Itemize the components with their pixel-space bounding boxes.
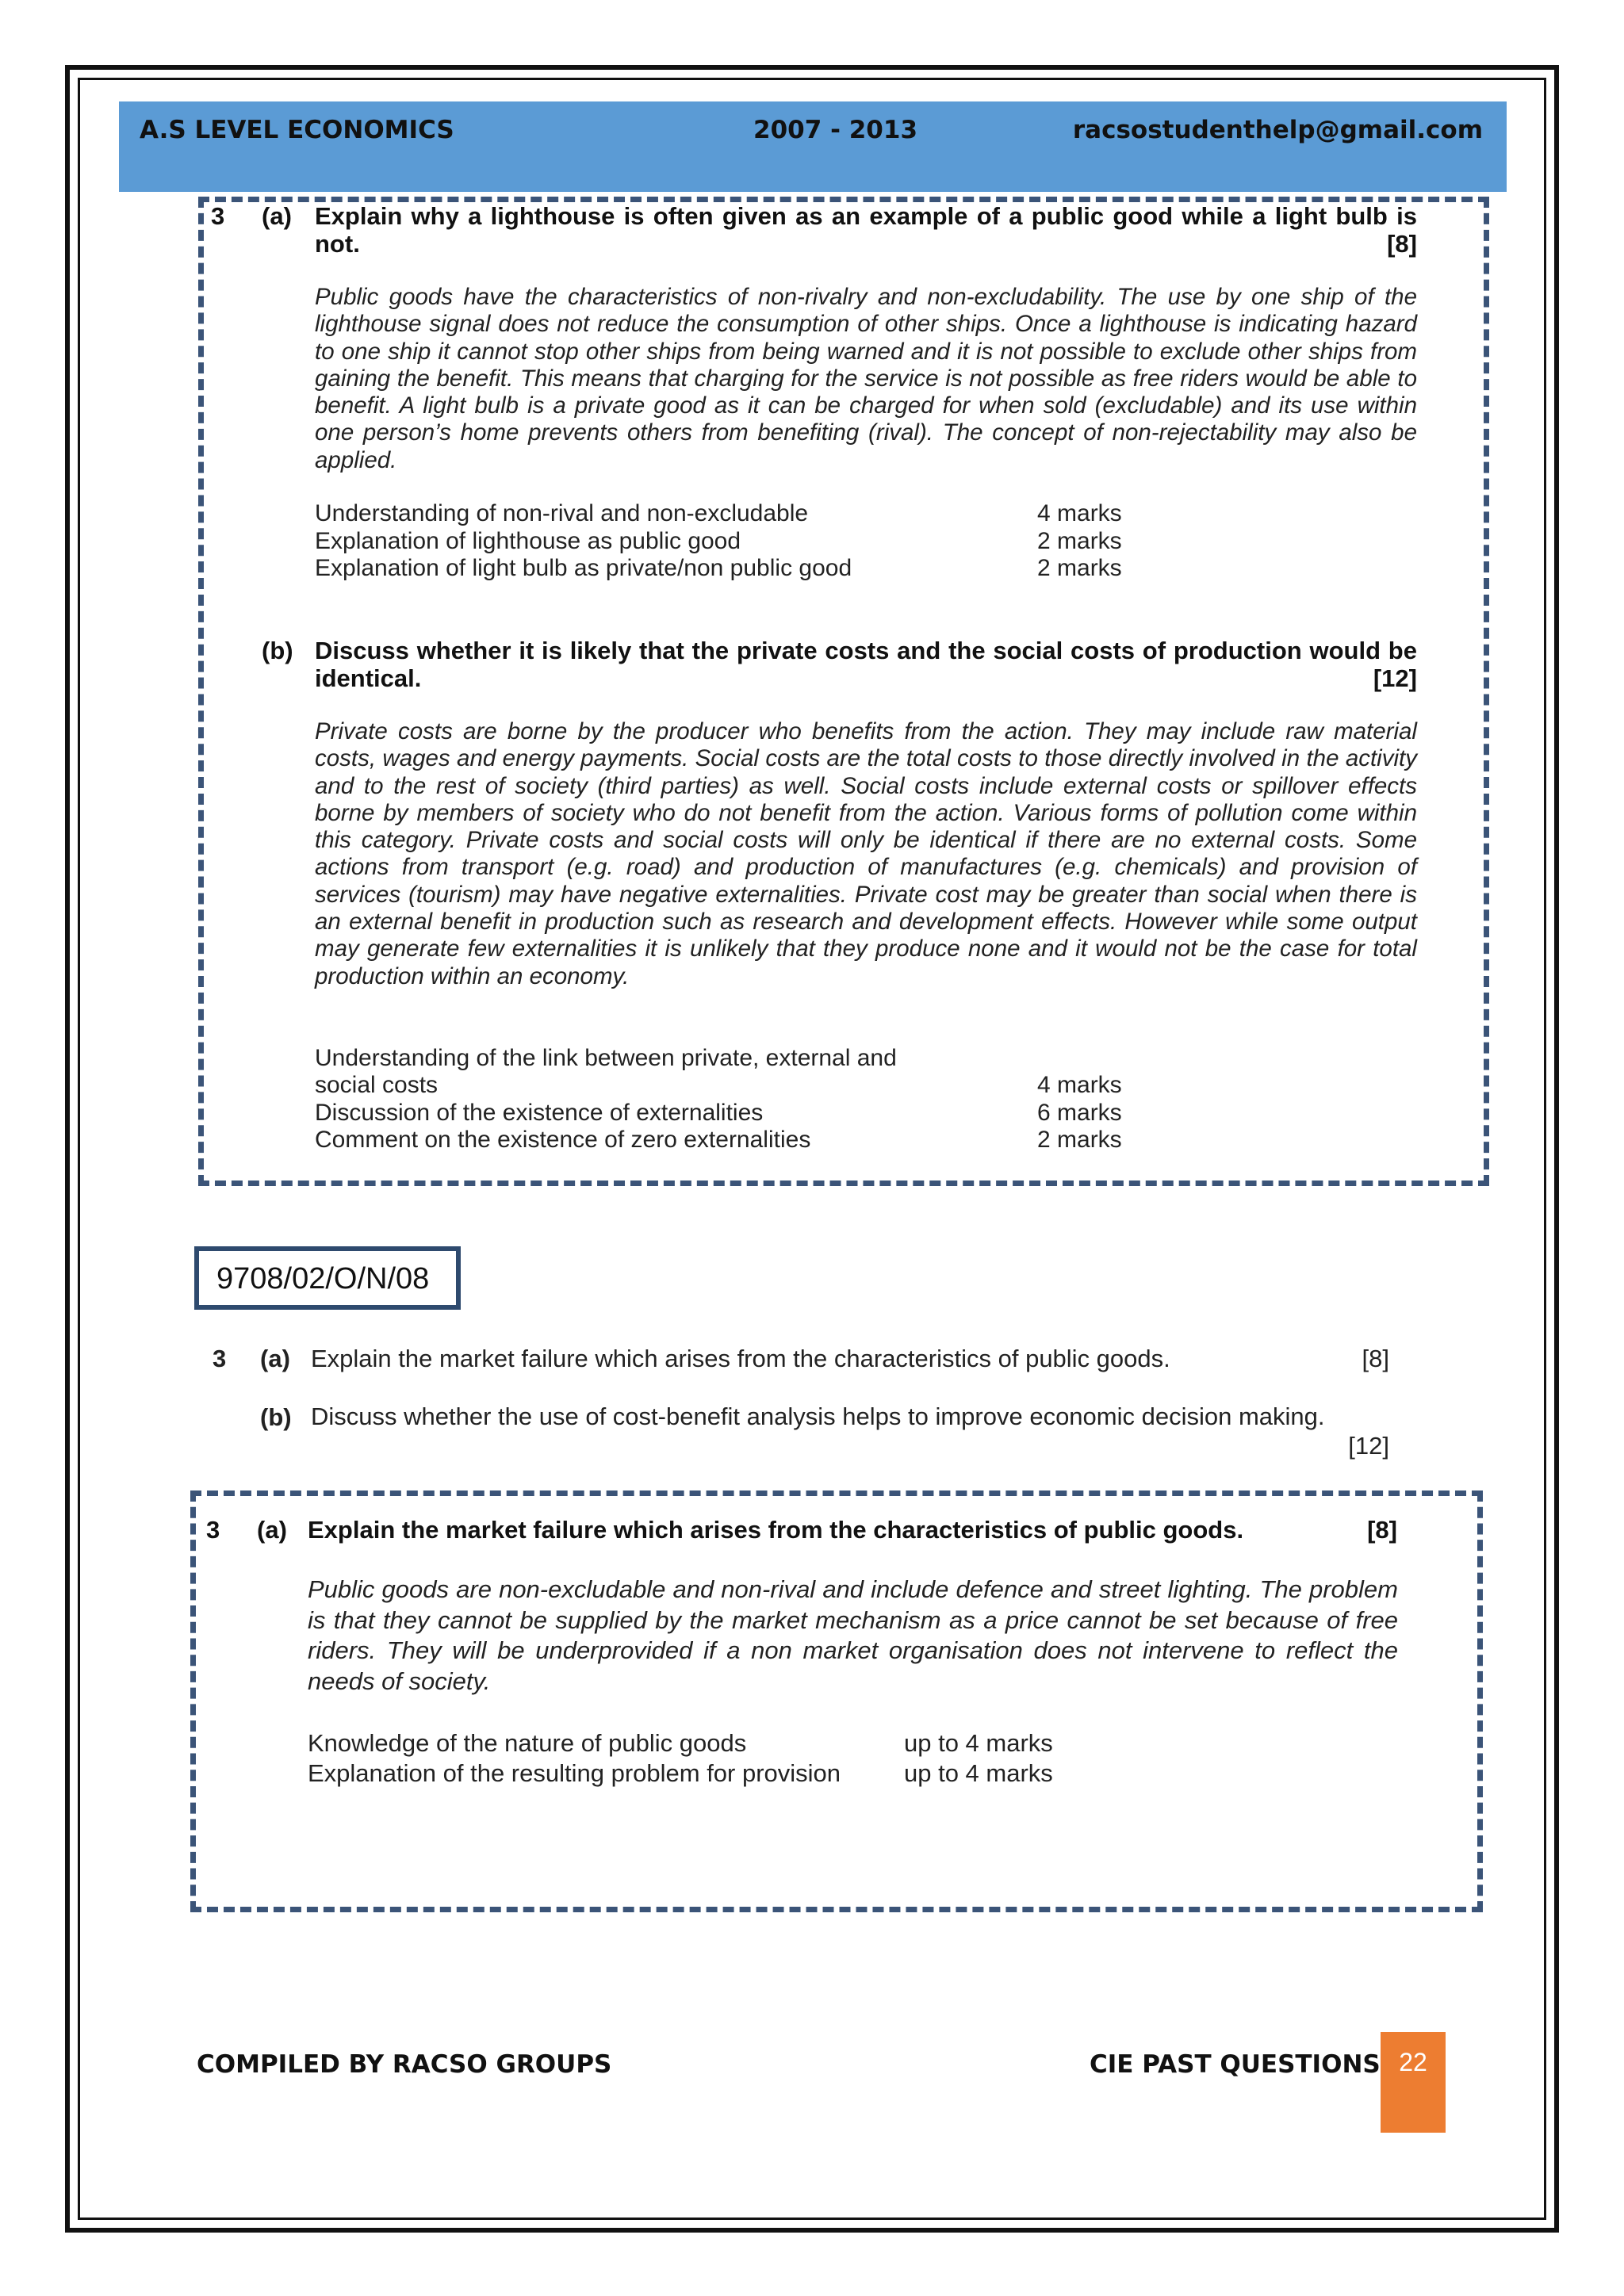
- scheme-item: social costs: [315, 1072, 439, 1098]
- mark-scheme-box-2: [190, 1490, 1483, 1912]
- part-b-answer: Private costs are borne by the producer who benefits from the action. They may include raw material costs, wages and energy payments. Social costs are the total costs to those directly involved in the activity and to the rest of society (third parties) as well. Social costs include external costs or spillover effects borne by members of society who do not benefit from the action. Various forms of pollution come within this category. Private costs and social costs will only be identical if there are no external costs. Some actions from transport (e.g. road) and production of manufactures (e.g. chemicals) and provision of services (tourism) may have negative externalities. Private cost may be greater than social when there is an external benefit in production such as research and development effects. However while some output may generate few externalities it is unlikely that they produce none and it would not be the case for total production within an economy.: [315, 718, 1417, 989]
- scheme-marks: 2 marks: [1037, 555, 1122, 581]
- question-b-label: (b): [260, 1403, 292, 1431]
- question-b-marks: [12]: [1348, 1432, 1389, 1460]
- paper-code: 9708/02/O/N/08: [216, 1262, 430, 1295]
- part-a-marks: [8]: [1387, 230, 1417, 258]
- scheme-marks: up to 4 marks: [904, 1729, 1053, 1757]
- page-header: [119, 101, 1507, 192]
- page-number: 22: [1399, 2048, 1427, 2076]
- header-email: racsostudenthelp@gmail.com: [1072, 116, 1483, 144]
- scheme-item: Knowledge of the nature of public goods: [308, 1729, 747, 1757]
- scheme-marks: 2 marks: [1037, 528, 1122, 554]
- part-a-marks: [8]: [1367, 1516, 1397, 1544]
- part-b-label: (b): [262, 637, 293, 664]
- scheme-item: Comment on the existence of zero externalities: [315, 1127, 811, 1153]
- question-number: 3: [206, 1516, 220, 1544]
- scheme-item: Explanation of the resulting problem for provision: [308, 1759, 841, 1787]
- part-a-answer: Public goods are non-excludable and non-rival and include defence and street lighting. The problem is that they cannot be supplied by the market mechanism as a price cannot be set because of free riders. They will be underprovided if a non market organisation does not intervene to reflect the needs of society.: [308, 1575, 1398, 1696]
- scheme-marks: 4 marks: [1037, 1072, 1122, 1098]
- part-a-question: Explain the market failure which arises from the characteristics of public goods.: [308, 1516, 1244, 1544]
- scheme-marks: 6 marks: [1037, 1100, 1122, 1126]
- part-b-marks: [12]: [1373, 664, 1417, 692]
- scheme-item: Understanding of non-rival and non-excludable: [315, 500, 809, 526]
- part-b-question: Discuss whether it is likely that the private costs and the social costs of production would be identical.: [315, 637, 1417, 692]
- scheme-marks: 4 marks: [1037, 500, 1122, 526]
- page-number-tab: [1381, 2032, 1446, 2133]
- part-a-question: Explain why a lighthouse is often given as an example of a public good while a light bulb is not.: [315, 202, 1417, 258]
- question-a-text: Explain the market failure which arises from the characteristics of public goods.: [311, 1345, 1170, 1372]
- footer-compiler: COMPILED BY RACSO GROUPS: [197, 2050, 612, 2079]
- question-b-text: Discuss whether the use of cost-benefit analysis helps to improve economic decision making.: [311, 1402, 1325, 1430]
- question-number: 3: [213, 1345, 227, 1372]
- part-a-label: (a): [262, 202, 292, 230]
- scheme-item: Understanding of the link between private, external and: [315, 1045, 897, 1071]
- footer-title: CIE PAST QUESTIONS: [1090, 2050, 1381, 2079]
- scheme-item: Discussion of the existence of externalities: [315, 1100, 764, 1126]
- question-number: 3: [211, 202, 225, 230]
- question-a-label: (a): [260, 1345, 290, 1372]
- scheme-marks: up to 4 marks: [904, 1759, 1053, 1787]
- scheme-item: Explanation of lighthouse as public good: [315, 528, 741, 554]
- paper-code-box: [194, 1246, 461, 1310]
- scheme-item: Explanation of light bulb as private/non public good: [315, 555, 852, 581]
- scheme-marks: 2 marks: [1037, 1127, 1122, 1153]
- part-a-answer: Public goods have the characteristics of non-rivalry and non-excludability. The use by one ship of the lighthouse signal does not reduce the consumption of other ships. Once a lighthouse is indicating hazard to one ship it cannot stop other ships from being warned and it is not possible to exclude other ships from gaining the benefit. This means that charging for the service is not possible as free riders would be able to benefit. A light bulb is a private good as it can be charged for when sold (excludable) and its use within one person’s home prevents others from benefiting (rival). The concept of non-rejectability may also be applied.: [315, 284, 1417, 473]
- header-subject: A.S LEVEL ECONOMICS: [140, 116, 454, 144]
- header-years: 2007 - 2013: [753, 116, 918, 144]
- part-a-label: (a): [257, 1516, 287, 1544]
- question-a-marks: [8]: [1362, 1345, 1389, 1372]
